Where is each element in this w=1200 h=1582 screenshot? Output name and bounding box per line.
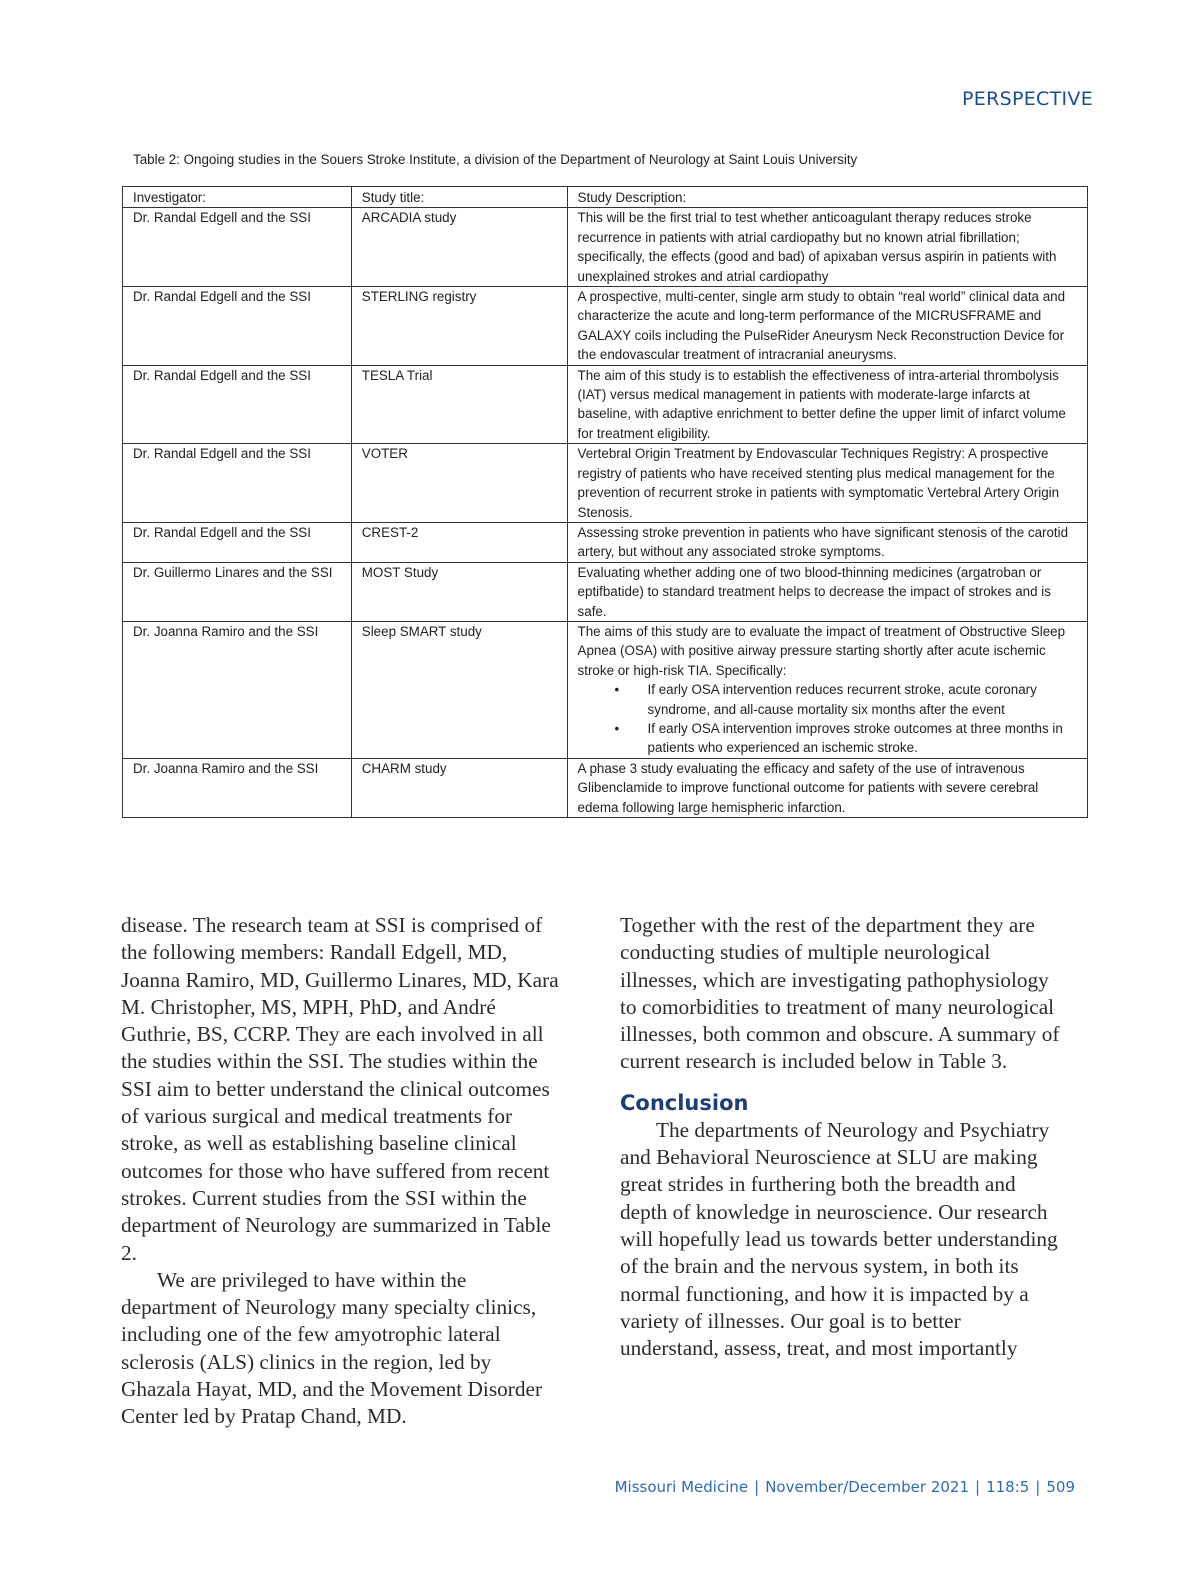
header-study-description: Study Description:: [567, 187, 1087, 208]
cell-study-description: This will be the first trial to test whether anticoagulant therapy reduces stroke recurrence in patients with atrial cardiopathy but no known atrial fibrillation; specifically, the effects (good and bad) of apixaban versus aspirin in patients with unexplained strokes and atrial cardiopathy: [567, 208, 1087, 287]
cell-study-title: CHARM study: [351, 758, 567, 817]
table-row: [123, 621, 1088, 758]
table-row: [123, 208, 1088, 287]
table-caption: Table 2: Ongoing studies in the Souers Stroke Institute, a division of the Department of Neurology at Saint Louis University: [133, 152, 858, 167]
header-study-title: Study title:: [351, 187, 567, 208]
bullet-item: • If early OSA intervention reduces recurrent stroke, acute coronary syndrome, and all-cause mortality six months after the event: [648, 680, 1081, 719]
table-header-row: [123, 187, 1088, 208]
description-bullets: [578, 680, 1081, 758]
paragraph: disease. The research team at SSI is comprised of the following members: Randall Edgell, MD, Joanna Ramiro, MD, Guillermo Linares, MD, Kara M. Christopher, MS, MPH, PhD, and André Guthrie, BS, CCRP. They are each involved in all the studies within the SSI. The studies within the SSI aim to better understand the clinical outcomes of various surgical and medical treatments for stroke, as well as establishing baseline clinical outcomes for those who have suffered from recent strokes. Current studies from the SSI within the department of Neurology are summarized in Table 2.: [121, 913, 559, 1265]
paragraph: We are privileged to have within the department of Neurology many specialty clinics, including one of the few amyotrophic lateral sclerosis (ALS) clinics in the region, led by Ghazala Hayat, MD, and the Movement Disorder Center led by Pratap Chand, MD.: [121, 1267, 543, 1429]
table-row: [123, 365, 1088, 444]
cell-study-description: Vertebral Origin Treatment by Endovascular Techniques Registry: A prospective registry of patients who have received stenting plus medical management for the prevention of recurrent stroke in patients with symptomatic Vertebral Artery Origin Stenosis.: [567, 444, 1087, 523]
table-row: [123, 444, 1088, 523]
bullet-item: • If early OSA intervention improves stroke outcomes at three months in patients who experienced an ischemic stroke.: [648, 719, 1081, 758]
cell-study-title: MOST Study: [351, 562, 567, 621]
table-row: [123, 758, 1088, 817]
studies-table: [122, 186, 1088, 818]
journal-name: Missouri Medicine: [614, 1478, 749, 1496]
section-label: PERSPECTIVE: [962, 88, 1093, 110]
cell-investigator: Dr. Joanna Ramiro and the SSI: [123, 621, 352, 758]
issue-date: November/December 2021: [765, 1478, 969, 1496]
cell-study-description: [567, 621, 1087, 758]
section-heading-conclusion: Conclusion: [620, 1090, 749, 1115]
cell-investigator: Dr. Randal Edgell and the SSI: [123, 365, 352, 444]
cell-investigator: Dr. Randal Edgell and the SSI: [123, 444, 352, 523]
table-row: [123, 522, 1088, 562]
body-column-left: [121, 912, 561, 1431]
cell-study-title: Sleep SMART study: [351, 621, 567, 758]
paragraph: Together with the rest of the department they are conducting studies of multiple neurological illnesses, which are investigating pathophysiology to comorbidities to treatment of many neurological illnesses, both common and obscure. A summary of current research is included below in Table 3.: [620, 913, 1060, 1074]
header-investigator: Investigator:: [123, 187, 352, 208]
body-column-right: [620, 912, 1060, 1362]
cell-study-description: The aim of this study is to establish the effectiveness of intra-arterial thrombolysis (IAT) versus medical management in patients with moderate-large infarcts at baseline, with adaptive enrichment to better define the upper limit of infarct volume for treatment eligibility.: [567, 365, 1087, 444]
cell-investigator: Dr. Randal Edgell and the SSI: [123, 522, 352, 562]
cell-study-title: CREST-2: [351, 522, 567, 562]
cell-study-title: STERLING registry: [351, 287, 567, 366]
cell-study-description: A phase 3 study evaluating the efficacy and safety of the use of intravenous Glibenclamide to improve functional outcome for patients with severe cerebral edema following large hemispheric infarction.: [567, 758, 1087, 817]
page-footer: Missouri Medicine | November/December 2021 | 118:5 | 509: [614, 1478, 1075, 1496]
description-text: The aims of this study are to evaluate the impact of treatment of Obstructive Sleep Apnea (OSA) with positive airway pressure starting shortly after acute ischemic stroke or high-risk TIA. Specifically:: [577, 623, 1066, 678]
cell-study-title: ARCADIA study: [351, 208, 567, 287]
table-row: [123, 287, 1088, 366]
table-row: [123, 562, 1088, 621]
cell-study-description: Evaluating whether adding one of two blood-thinning medicines (argatroban or eptifbatide) to standard treatment helps to decrease the impact of strokes and is safe.: [567, 562, 1087, 621]
cell-study-description: A prospective, multi-center, single arm study to obtain “real world” clinical data and characterize the acute and long-term performance of the MICRUSFRAME and GALAXY coils including the PulseRider Aneurysm Neck Reconstruction Device for the endovascular treatment of intracranial aneurysms.: [567, 287, 1087, 366]
page-number: 509: [1046, 1478, 1075, 1496]
cell-study-title: TESLA Trial: [351, 365, 567, 444]
paragraph: The departments of Neurology and Psychiatry and Behavioral Neuroscience at SLU are making great strides in furthering both the breadth and depth of knowledge in neuroscience. Our research will hopefully lead us towards better understanding of the brain and the nervous system, in both its normal functioning, and how it is impacted by a variety of illnesses. Our goal is to better understand, assess, treat, and most importantly: [620, 1117, 1058, 1361]
volume-issue: 118:5: [986, 1478, 1030, 1496]
cell-investigator: Dr. Randal Edgell and the SSI: [123, 287, 352, 366]
cell-study-title: VOTER: [351, 444, 567, 523]
cell-study-description: Assessing stroke prevention in patients who have significant stenosis of the carotid artery, but without any associated stroke symptoms.: [567, 522, 1087, 562]
cell-investigator: Dr. Guillermo Linares and the SSI: [123, 562, 352, 621]
cell-investigator: Dr. Randal Edgell and the SSI: [123, 208, 352, 287]
cell-investigator: Dr. Joanna Ramiro and the SSI: [123, 758, 352, 817]
